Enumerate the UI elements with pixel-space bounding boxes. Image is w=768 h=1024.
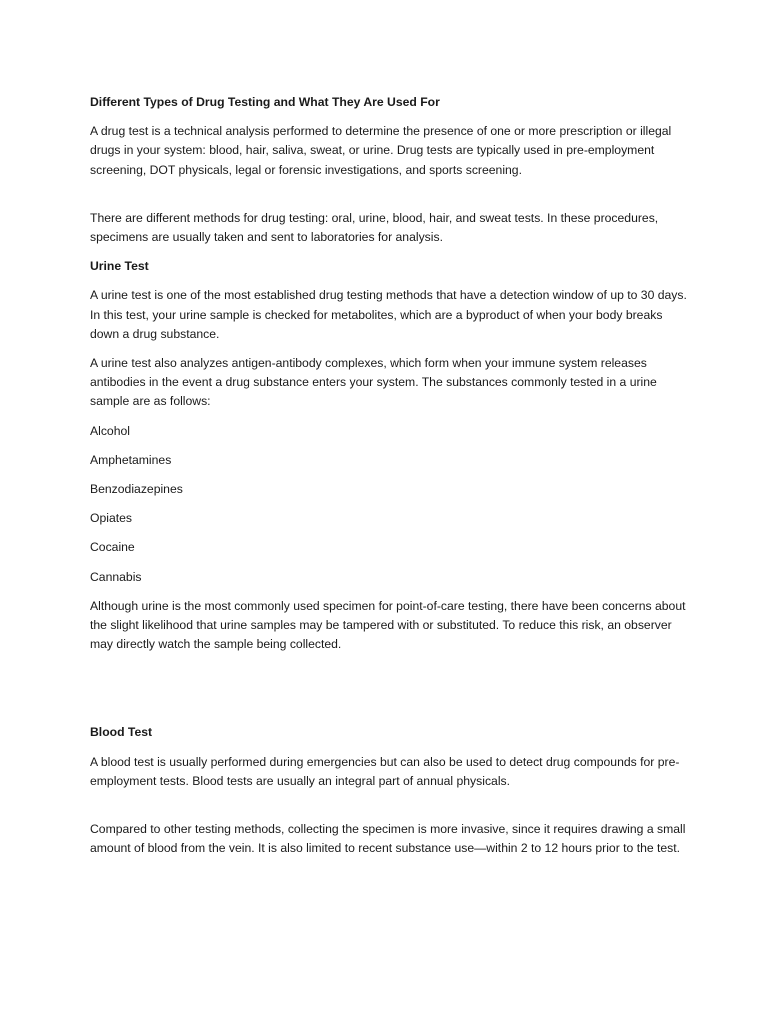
document-body: [90, 93, 690, 868]
urine-paragraph-2: A urine test also analyzes antigen-antibody complexes, which form when your immune system releases antibodies in the event a drug substance enters your system. The substances commonly tested in a urine sample are as follows:: [90, 356, 657, 409]
blood-paragraph-1: A blood test is usually performed during emergencies but can also be used to detect drug compounds for pre-employment tests. Blood tests are usually an integral part of annual physicals.: [90, 754, 680, 788]
substance-item-amphetamines: Amphetamines: [90, 452, 172, 467]
methods-paragraph: There are different methods for drug testing: oral, urine, blood, hair, and sweat tests. In these procedures, specimens are usually taken and sent to laboratories for analysis.: [90, 210, 659, 245]
urine-paragraph-3: Although urine is the most commonly used specimen for point-of-care testing, there have been concerns about the slight likelihood that urine samples may be tampered with or substituted. To reduce this risk, an observer may directly watch the sample being collected.: [90, 598, 686, 652]
substance-item-opiates: Opiates: [90, 511, 133, 526]
urine-test-heading: Urine Test: [90, 259, 149, 274]
spacer: [90, 801, 690, 820]
blood-test-heading: Blood Test: [90, 725, 153, 740]
substance-item-benzodiazepines: Benzodiazepines: [90, 482, 183, 497]
spacer: [90, 664, 690, 723]
document-title: Different Types of Drug Testing and What They Are Used For: [90, 95, 440, 109]
substance-item-cocaine: Cocaine: [90, 540, 135, 555]
substance-item-cannabis: Cannabis: [90, 569, 142, 584]
substance-item-alcohol: Alcohol: [90, 423, 130, 438]
blood-paragraph-2: Compared to other testing methods, collecting the specimen is more invasive, since it requires drawing a small amount of blood from the vein. It is also limited to recent substance use—within 2 to 12 hours prior to the test.: [90, 822, 686, 856]
intro-paragraph: A drug test is a technical analysis performed to determine the presence of one or more prescription or illegal drugs in your system: blood, hair, saliva, sweat, or urine. Drug tests are typically used in pre-employment screening, DOT physicals, legal or forensic investigations, and sports screening.: [90, 124, 672, 177]
spacer: [90, 190, 690, 209]
urine-paragraph-1: A urine test is one of the most established drug testing methods that have a detection window of up to 30 days. In this test, your urine sample is checked for metabolites, which are a byproduct of when your body breaks down a drug substance.: [90, 288, 687, 341]
